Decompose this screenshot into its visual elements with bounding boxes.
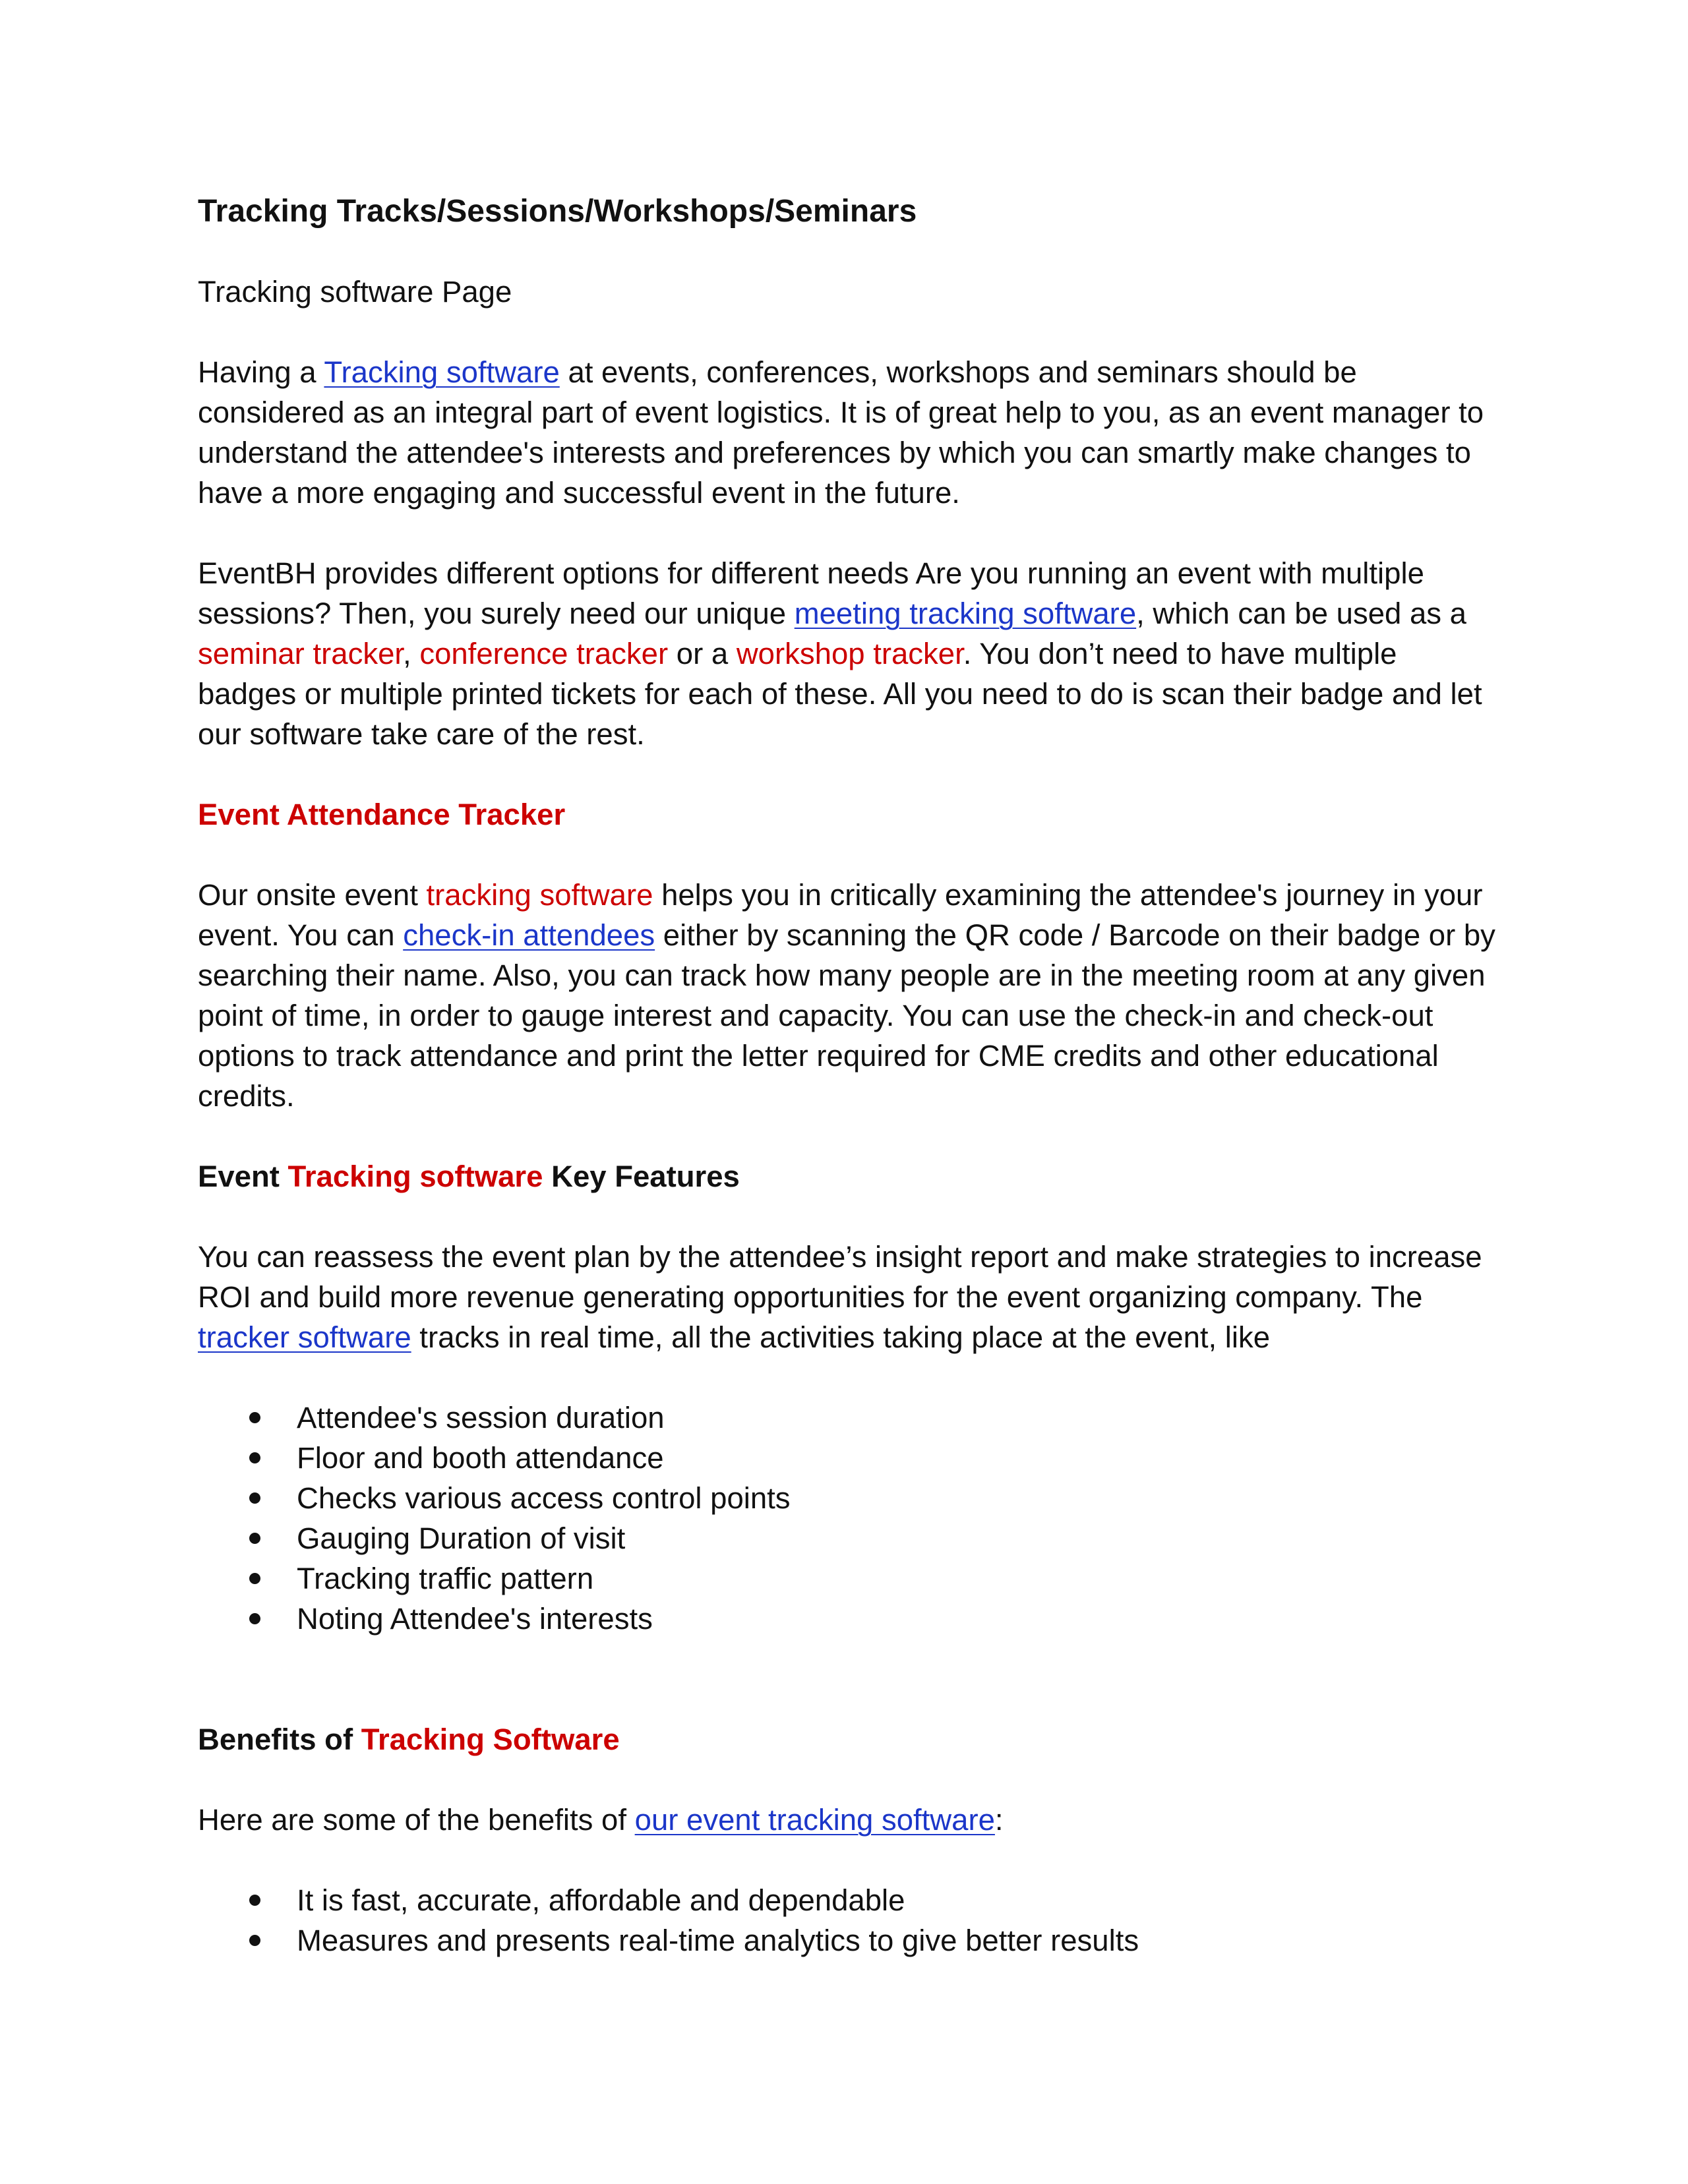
bullet-icon [249,1935,260,1946]
bullet-icon [249,1492,260,1504]
list-item: Floor and booth attendance [249,1438,1503,1478]
conference-tracker-text: conference tracker [419,637,669,670]
bullet-icon [249,1573,260,1584]
page-subtitle: Tracking software Page [198,275,512,309]
bullet-icon [249,1895,260,1906]
options-text-2: , which can be used as a [1136,597,1466,630]
options-text-1: EventBH provides different options for different needs Are you running an event with multiple sessions? Then, you surely need our unique [198,556,1424,630]
options-paragraph [198,553,1503,754]
features-text-1: You can reassess the event plan by the attendee’s insight report and make strategies to increase ROI and build more revenue generating opportunities for the event organizing company. The [198,1240,1482,1314]
options-text-3: , [403,637,420,670]
features-list [198,1398,1503,1639]
bullet-icon [249,1613,260,1624]
benefits-text-2: : [994,1803,1004,1837]
list-item: Attendee's session duration [249,1398,1503,1438]
benefits-paragraph [198,1800,1503,1840]
bullet-icon [249,1452,260,1463]
seminar-tracker-text: seminar tracker [198,637,404,670]
features-heading-highlight: Tracking software [287,1160,543,1193]
attendance-text-3: either by scanning the QR code / Barcode on their badge or by searching their name. Also, you can track how many people are in the meeting room at any given point of time, in order to gauge interest and capacity. You can use the check-in and check-out options to track attendance and print the letter required for CME credits and other educational credits. [198,918,1495,1113]
list-item: Measures and presents real-time analytics to give better results [249,1920,1503,1961]
attendance-paragraph [198,875,1503,1116]
workshop-tracker-text: workshop tracker [736,637,963,670]
bullet-icon [249,1533,260,1544]
tracking-software-highlight: tracking software [426,878,653,912]
features-heading-start: Event [198,1160,288,1193]
bullet-icon [249,1412,260,1423]
intro-text-start: Having a [198,355,324,389]
document-page [198,191,1503,1961]
tracker-software-link[interactable]: tracker software [198,1320,411,1354]
options-text-5: . You don’t need to have multiple badges or multiple printed tickets for each of these. All you need to do is scan their badge and let our software take care of the rest. [198,637,1482,751]
intro-text-end: at events, conferences, workshops and seminars should be considered as an integral part of event logistics. It is of great help to you, as an event manager to understand the attendee's interests and preferences by which you can smartly make changes to have a more engaging and successful event in the future. [198,355,1484,510]
features-heading-end: Key Features [543,1160,740,1193]
benefits-heading-start: Benefits of [198,1723,361,1756]
list-item: Noting Attendee's interests [249,1599,1503,1639]
meeting-tracking-software-link[interactable]: meeting tracking software [794,597,1137,630]
attendance-text-1: Our onsite event [198,878,427,912]
list-item: Gauging Duration of visit [249,1518,1503,1558]
check-in-attendees-link[interactable]: check-in attendees [403,918,655,952]
list-item: Tracking traffic pattern [249,1558,1503,1599]
list-item: Checks various access control points [249,1478,1503,1518]
benefits-text-1: Here are some of the benefits of [198,1803,635,1837]
options-text-4: or a [668,637,737,670]
attendance-text-2: helps you in critically examining the attendee's journey in your event. You can [198,878,1483,952]
features-text-2: tracks in real time, all the activities taking place at the event, like [411,1320,1271,1354]
benefits-heading [198,1719,1503,1759]
features-paragraph [198,1237,1503,1357]
page-title: Tracking Tracks/Sessions/Workshops/Seminars [198,194,917,229]
our-event-tracking-software-link[interactable]: our event tracking software [634,1803,995,1837]
tracking-software-link[interactable]: Tracking software [324,355,560,389]
benefits-list [198,1880,1503,1961]
attendance-heading: Event Attendance Tracker [198,798,566,831]
features-heading [198,1156,1503,1196]
intro-paragraph [198,352,1503,513]
benefits-heading-highlight: Tracking Software [361,1723,620,1756]
list-item: It is fast, accurate, affordable and dependable [249,1880,1503,1920]
